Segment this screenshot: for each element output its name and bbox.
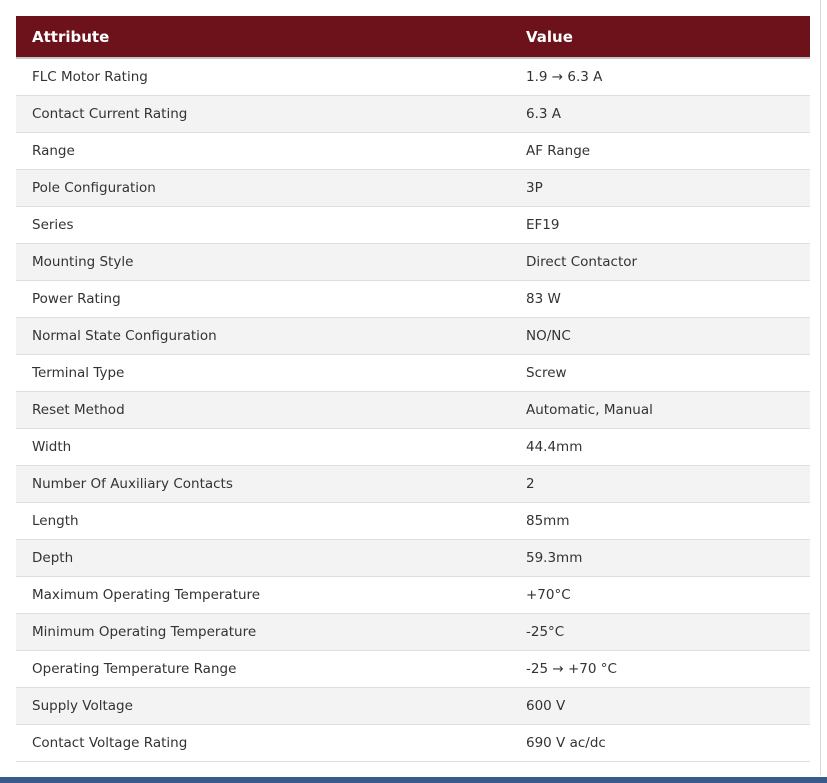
attribute-cell: Maximum Operating Temperature [16, 576, 510, 613]
value-cell: 1.9 → 6.3 A [510, 58, 810, 95]
table-row [16, 465, 810, 502]
table-row [16, 576, 810, 613]
attribute-cell: Power Rating [16, 280, 510, 317]
table-row [16, 132, 810, 169]
value-cell: -25°C [510, 613, 810, 650]
value-cell: 690 V ac/dc [510, 724, 810, 761]
table-body [16, 58, 810, 761]
value-cell: 83 W [510, 280, 810, 317]
attribute-cell: Series [16, 206, 510, 243]
attribute-cell: Depth [16, 539, 510, 576]
table-header [16, 16, 810, 58]
table-row [16, 539, 810, 576]
value-cell: -25 → +70 °C [510, 650, 810, 687]
value-cell: AF Range [510, 132, 810, 169]
table-row [16, 650, 810, 687]
attribute-cell: Mounting Style [16, 243, 510, 280]
attribute-cell: Minimum Operating Temperature [16, 613, 510, 650]
attribute-cell: Contact Current Rating [16, 95, 510, 132]
scroll-area-edge [820, 0, 827, 775]
value-cell: +70°C [510, 576, 810, 613]
table-header-row [16, 16, 810, 58]
attribute-cell: Number Of Auxiliary Contacts [16, 465, 510, 502]
bottom-bar [0, 777, 827, 783]
attribute-cell: FLC Motor Rating [16, 58, 510, 95]
value-cell: NO/NC [510, 317, 810, 354]
attribute-cell: Terminal Type [16, 354, 510, 391]
attribute-cell: Operating Temperature Range [16, 650, 510, 687]
attribute-cell: Normal State Configuration [16, 317, 510, 354]
table-row [16, 687, 810, 724]
specifications-table [16, 16, 810, 762]
attribute-cell: Length [16, 502, 510, 539]
value-cell: 600 V [510, 687, 810, 724]
attribute-cell: Contact Voltage Rating [16, 724, 510, 761]
table-row [16, 317, 810, 354]
table-row [16, 280, 810, 317]
value-cell: 3P [510, 169, 810, 206]
table-row [16, 428, 810, 465]
specifications-table-container [16, 16, 810, 762]
value-cell: 59.3mm [510, 539, 810, 576]
attribute-cell: Range [16, 132, 510, 169]
value-cell: Automatic, Manual [510, 391, 810, 428]
value-cell: Direct Contactor [510, 243, 810, 280]
table-row [16, 58, 810, 95]
table-row [16, 502, 810, 539]
attribute-cell: Reset Method [16, 391, 510, 428]
table-row [16, 391, 810, 428]
table-row [16, 206, 810, 243]
value-cell: 85mm [510, 502, 810, 539]
attribute-cell: Supply Voltage [16, 687, 510, 724]
value-cell: Screw [510, 354, 810, 391]
column-header-value: Value [510, 16, 810, 58]
table-row [16, 95, 810, 132]
column-header-attribute: Attribute [16, 16, 510, 58]
table-row [16, 354, 810, 391]
value-cell: 6.3 A [510, 95, 810, 132]
attribute-cell: Width [16, 428, 510, 465]
value-cell: EF19 [510, 206, 810, 243]
attribute-cell: Pole Configuration [16, 169, 510, 206]
value-cell: 2 [510, 465, 810, 502]
table-row [16, 169, 810, 206]
table-row [16, 243, 810, 280]
value-cell: 44.4mm [510, 428, 810, 465]
table-row [16, 724, 810, 761]
table-row [16, 613, 810, 650]
